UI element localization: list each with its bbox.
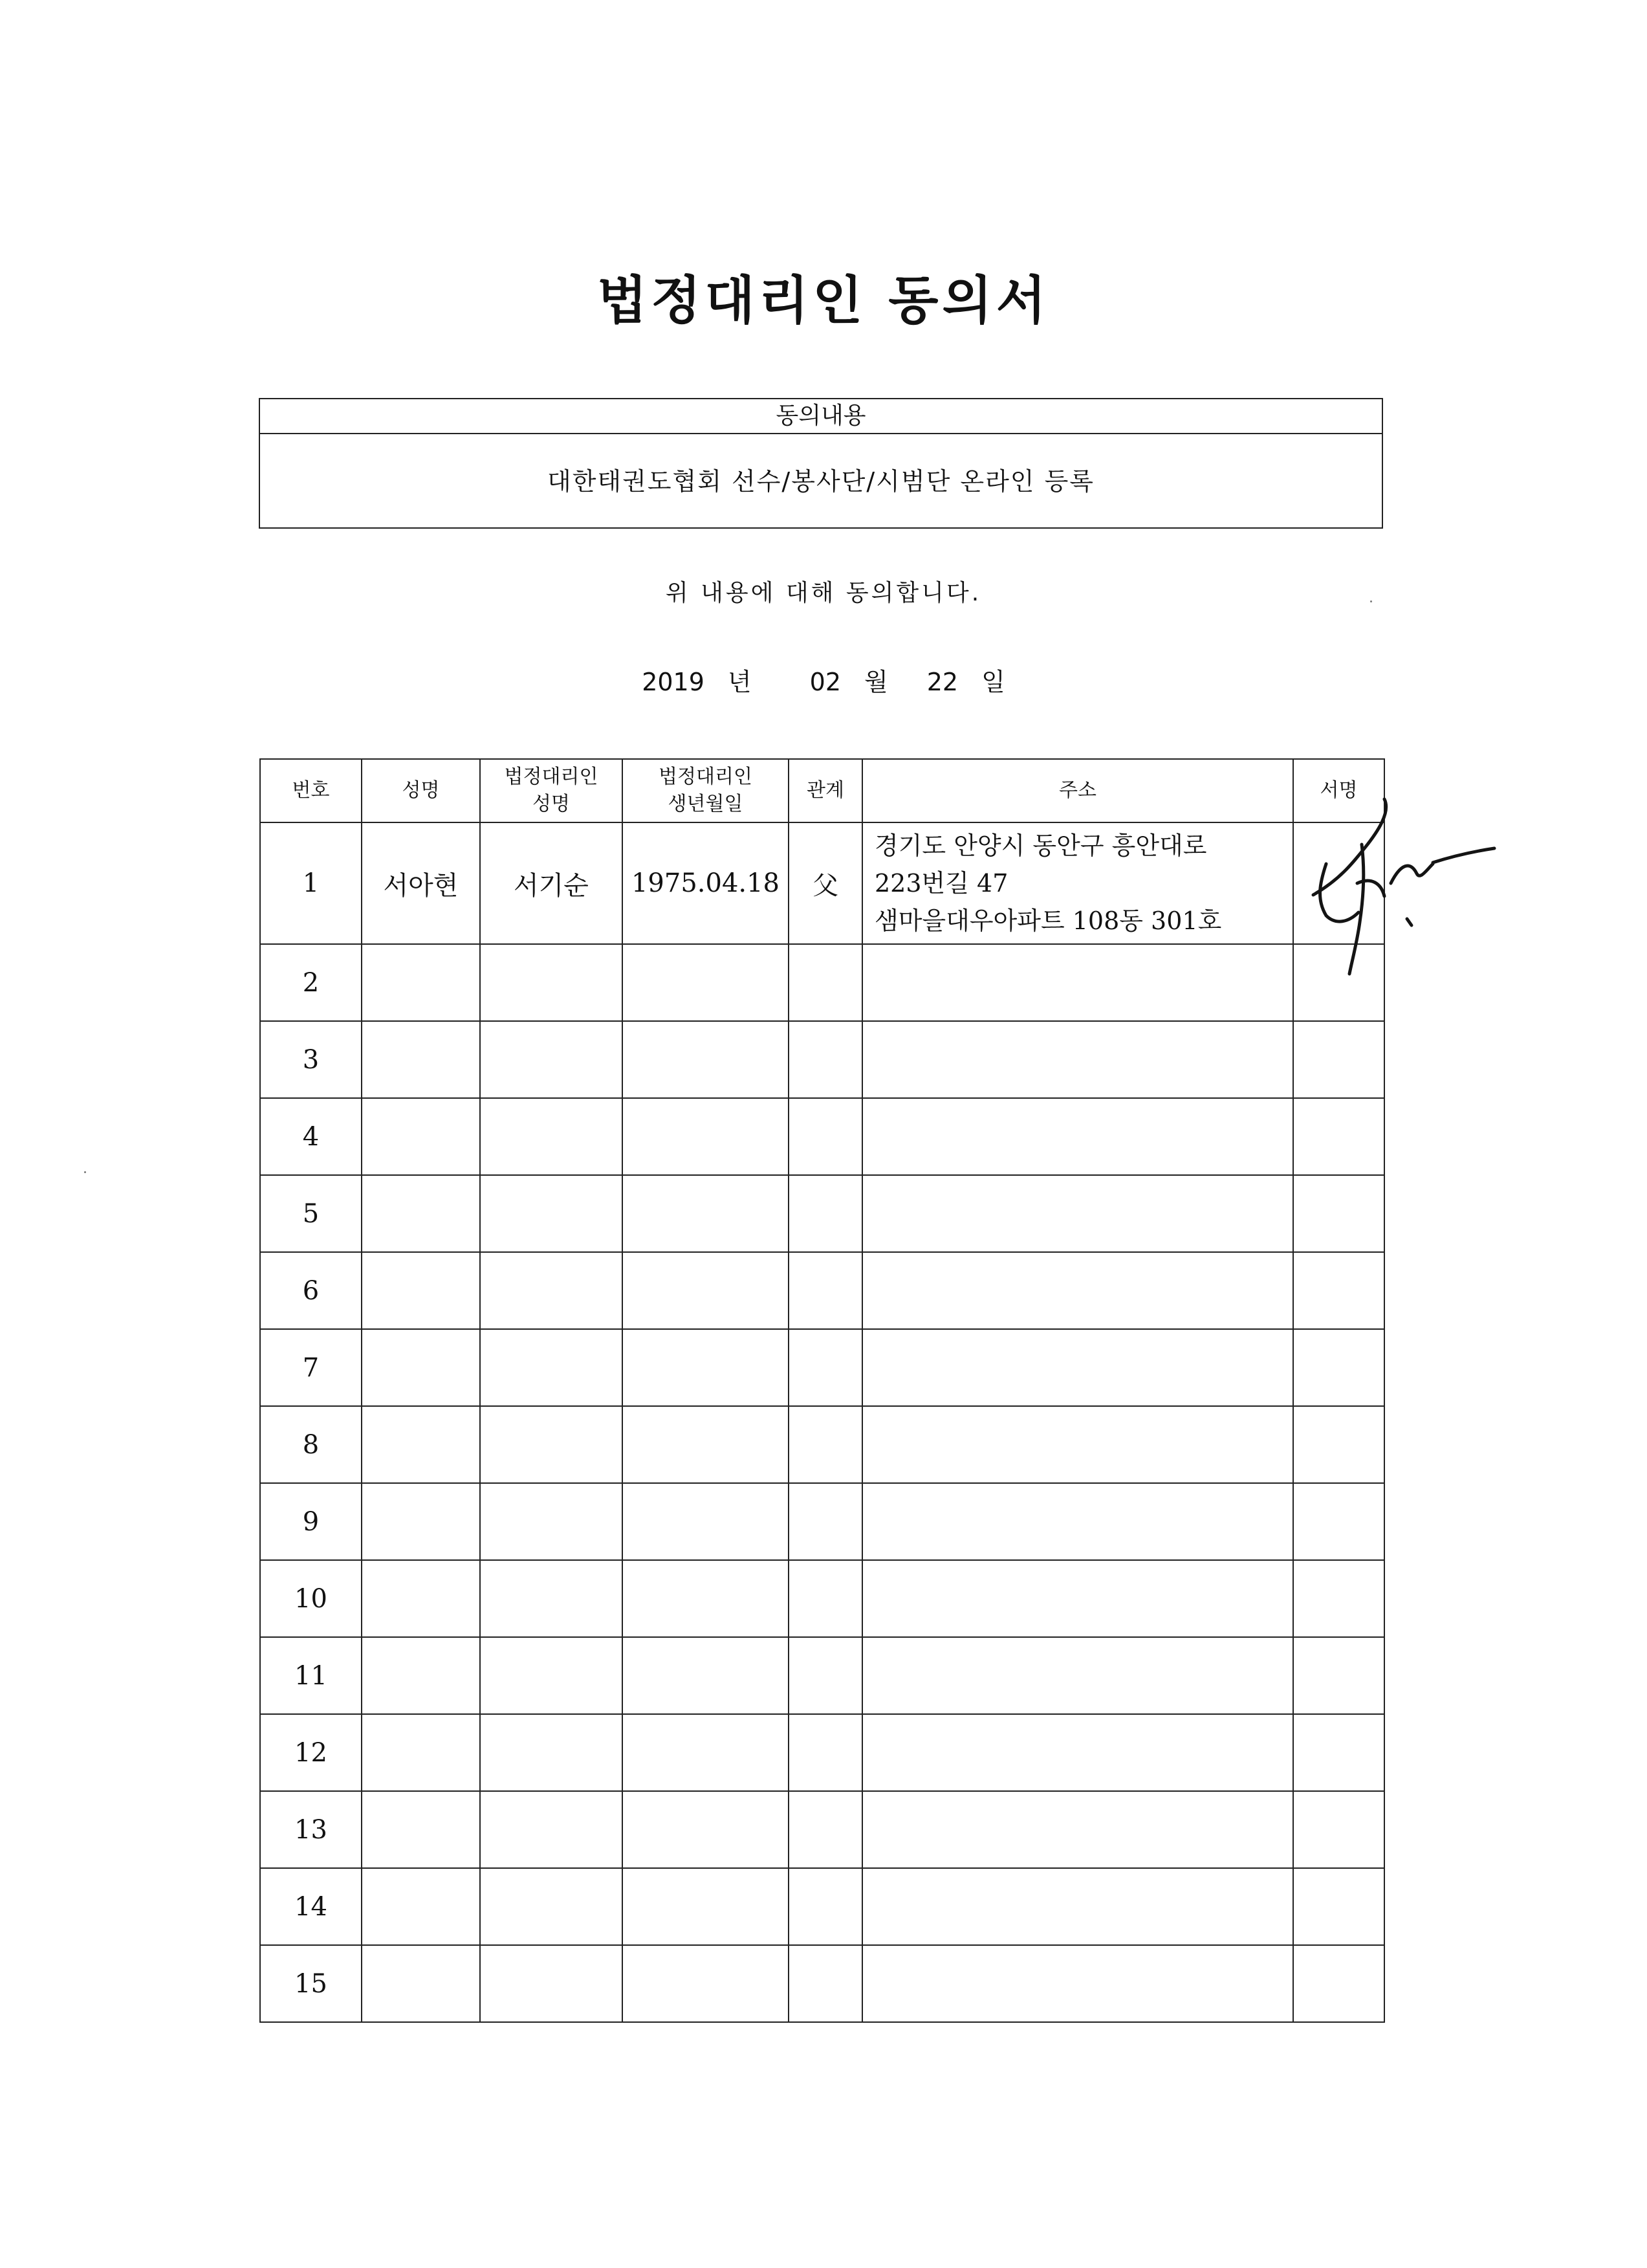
cell-signature: [1293, 1560, 1384, 1637]
cell-relation: [789, 1483, 862, 1560]
consent-content: 대한태권도협회 선수/봉사단/시범단 온라인 등록: [547, 467, 1095, 496]
cell-guardian-birth: [622, 1945, 789, 2022]
consent-date: [0, 662, 1647, 698]
cell-guardian-name: [480, 1483, 622, 1560]
cell-guardian-birth: [622, 1714, 789, 1791]
date-year-unit: 년: [727, 668, 752, 696]
cell-guardian-name: [480, 1945, 622, 2022]
cell-signature: [1293, 1791, 1384, 1868]
cell-guardian-name: [480, 944, 622, 1021]
cell-address: [862, 1175, 1293, 1252]
cell-signature: [1293, 1483, 1384, 1560]
cell-name: [362, 1329, 480, 1406]
cell-signature: [1293, 1252, 1384, 1329]
cell-relation: [789, 1329, 862, 1406]
cell-number: 13: [260, 1791, 362, 1868]
cell-name: [362, 1483, 480, 1560]
cell-number: 1: [260, 822, 362, 944]
cell-address: [862, 1637, 1293, 1714]
cell-address: [862, 1560, 1293, 1637]
cell-address: [862, 1329, 1293, 1406]
table-row: [260, 1329, 1384, 1406]
cell-number: 6: [260, 1252, 362, 1329]
cell-name: [362, 1021, 480, 1098]
cell-guardian-name: [480, 1868, 622, 1945]
header-guardian-name-line1: 법정대리인: [504, 765, 598, 788]
table-row: [260, 1098, 1384, 1175]
cell-name: [362, 1637, 480, 1714]
cell-relation: [789, 944, 862, 1021]
cell-number: 3: [260, 1021, 362, 1098]
agreement-statement: 위 내용에 대해 동의합니다.: [665, 580, 982, 606]
cell-number: 14: [260, 1868, 362, 1945]
guardian-table: [259, 758, 1385, 2023]
cell-number: 2: [260, 944, 362, 1021]
cell-name: [362, 1252, 480, 1329]
cell-address: [862, 1098, 1293, 1175]
header-guardian-name-line2: 성명: [532, 793, 570, 815]
cell-guardian-name: [480, 1714, 622, 1791]
date-month-unit: 월: [864, 668, 888, 696]
table-row: [260, 1714, 1384, 1791]
scan-speck: [84, 1171, 86, 1173]
table-row: [260, 1560, 1384, 1637]
header-guardian-birth-line2: 생년월일: [668, 793, 743, 815]
consent-heading: 동의내용: [260, 399, 1382, 434]
cell-name: [362, 1791, 480, 1868]
cell-signature: [1293, 944, 1384, 1021]
table-row: [260, 1483, 1384, 1560]
cell-signature: [1293, 1637, 1384, 1714]
table-row: [260, 1175, 1384, 1252]
cell-signature: [1293, 1714, 1384, 1791]
cell-guardian-birth: [622, 1329, 789, 1406]
cell-name: [362, 944, 480, 1021]
date-day-unit: 일: [981, 668, 1005, 696]
table-row: [260, 944, 1384, 1021]
cell-guardian-name: [480, 1021, 622, 1098]
cell-guardian-birth: [622, 1560, 789, 1637]
date-day: 22: [926, 668, 959, 696]
table-row: [260, 1637, 1384, 1714]
cell-name: [362, 1868, 480, 1945]
cell-address: [862, 1714, 1293, 1791]
cell-guardian-name: [480, 1791, 622, 1868]
cell-guardian-birth: [622, 1098, 789, 1175]
table-row: [260, 1791, 1384, 1868]
header-number: 번호: [260, 759, 362, 822]
cell-relation: [789, 1406, 862, 1483]
cell-signature: [1293, 1329, 1384, 1406]
cell-guardian-birth: [622, 1637, 789, 1714]
cell-relation: [789, 1945, 862, 2022]
table-row: [260, 1868, 1384, 1945]
cell-address: [862, 1868, 1293, 1945]
cell-guardian-name: 서기순: [480, 822, 622, 944]
address-line-2: 223번길 47: [875, 869, 1009, 897]
document-title: 법정대리인 동의서: [596, 270, 1051, 331]
cell-relation: [789, 1637, 862, 1714]
cell-number: 15: [260, 1945, 362, 2022]
cell-guardian-name: [480, 1098, 622, 1175]
cell-guardian-birth: [622, 1252, 789, 1329]
table-row: [260, 1945, 1384, 2022]
cell-guardian-birth: [622, 944, 789, 1021]
cell-guardian-name: [480, 1637, 622, 1714]
cell-relation: [789, 1021, 862, 1098]
cell-name: 서아현: [362, 822, 480, 944]
table-row: [260, 1406, 1384, 1483]
cell-relation: [789, 1791, 862, 1868]
address-line-3: 샘마을대우아파트 108동 301호: [875, 907, 1222, 935]
table-row: [260, 1021, 1384, 1098]
table-header-row: [260, 759, 1384, 822]
cell-guardian-name: [480, 1252, 622, 1329]
header-address: 주소: [862, 759, 1293, 822]
cell-address: [862, 1406, 1293, 1483]
cell-name: [362, 1406, 480, 1483]
header-relation: 관계: [789, 759, 862, 822]
scan-speck: [1370, 600, 1372, 602]
cell-signature: [1293, 1406, 1384, 1483]
cell-number: 8: [260, 1406, 362, 1483]
cell-guardian-birth: [622, 1791, 789, 1868]
cell-address: [862, 822, 1293, 944]
cell-number: 11: [260, 1637, 362, 1714]
header-guardian-birth-line1: 법정대리인: [659, 765, 752, 788]
cell-name: [362, 1714, 480, 1791]
date-month: 02: [809, 668, 841, 696]
cell-number: 12: [260, 1714, 362, 1791]
cell-number: 9: [260, 1483, 362, 1560]
cell-guardian-name: [480, 1175, 622, 1252]
address-line-1: 경기도 안양시 동안구 흥안대로: [875, 831, 1207, 860]
table-row: [260, 1252, 1384, 1329]
cell-signature: [1293, 1868, 1384, 1945]
cell-relation: [789, 1868, 862, 1945]
cell-number: 10: [260, 1560, 362, 1637]
header-name: 성명: [362, 759, 480, 822]
cell-address: [862, 1483, 1293, 1560]
cell-signature: [1293, 1021, 1384, 1098]
cell-number: 5: [260, 1175, 362, 1252]
cell-relation: [789, 1098, 862, 1175]
cell-signature: [1293, 822, 1384, 944]
cell-guardian-birth: [622, 1175, 789, 1252]
cell-signature: [1293, 1098, 1384, 1175]
header-signature: 서명: [1293, 759, 1384, 822]
consent-box: [259, 398, 1383, 529]
cell-guardian-birth: [622, 1021, 789, 1098]
cell-guardian-birth: 1975.04.18: [622, 822, 789, 944]
cell-address: [862, 1021, 1293, 1098]
cell-relation: [789, 1252, 862, 1329]
cell-relation: [789, 1175, 862, 1252]
cell-number: 7: [260, 1329, 362, 1406]
table-row: [260, 822, 1384, 944]
cell-guardian-name: [480, 1406, 622, 1483]
date-year: 2019: [642, 668, 704, 696]
cell-guardian-birth: [622, 1483, 789, 1560]
cell-signature: [1293, 1175, 1384, 1252]
cell-address: [862, 944, 1293, 1021]
cell-address: [862, 1791, 1293, 1868]
cell-name: [362, 1175, 480, 1252]
cell-relation: [789, 1560, 862, 1637]
cell-guardian-birth: [622, 1406, 789, 1483]
cell-name: [362, 1560, 480, 1637]
cell-relation: [789, 1714, 862, 1791]
cell-name: [362, 1098, 480, 1175]
cell-signature: [1293, 1945, 1384, 2022]
cell-guardian-name: [480, 1560, 622, 1637]
cell-name: [362, 1945, 480, 2022]
cell-relation: 父: [789, 822, 862, 944]
cell-number: 4: [260, 1098, 362, 1175]
cell-address: [862, 1945, 1293, 2022]
header-guardian-birth: [622, 759, 789, 822]
header-guardian-name: [480, 759, 622, 822]
cell-address: [862, 1252, 1293, 1329]
cell-guardian-birth: [622, 1868, 789, 1945]
cell-guardian-name: [480, 1329, 622, 1406]
